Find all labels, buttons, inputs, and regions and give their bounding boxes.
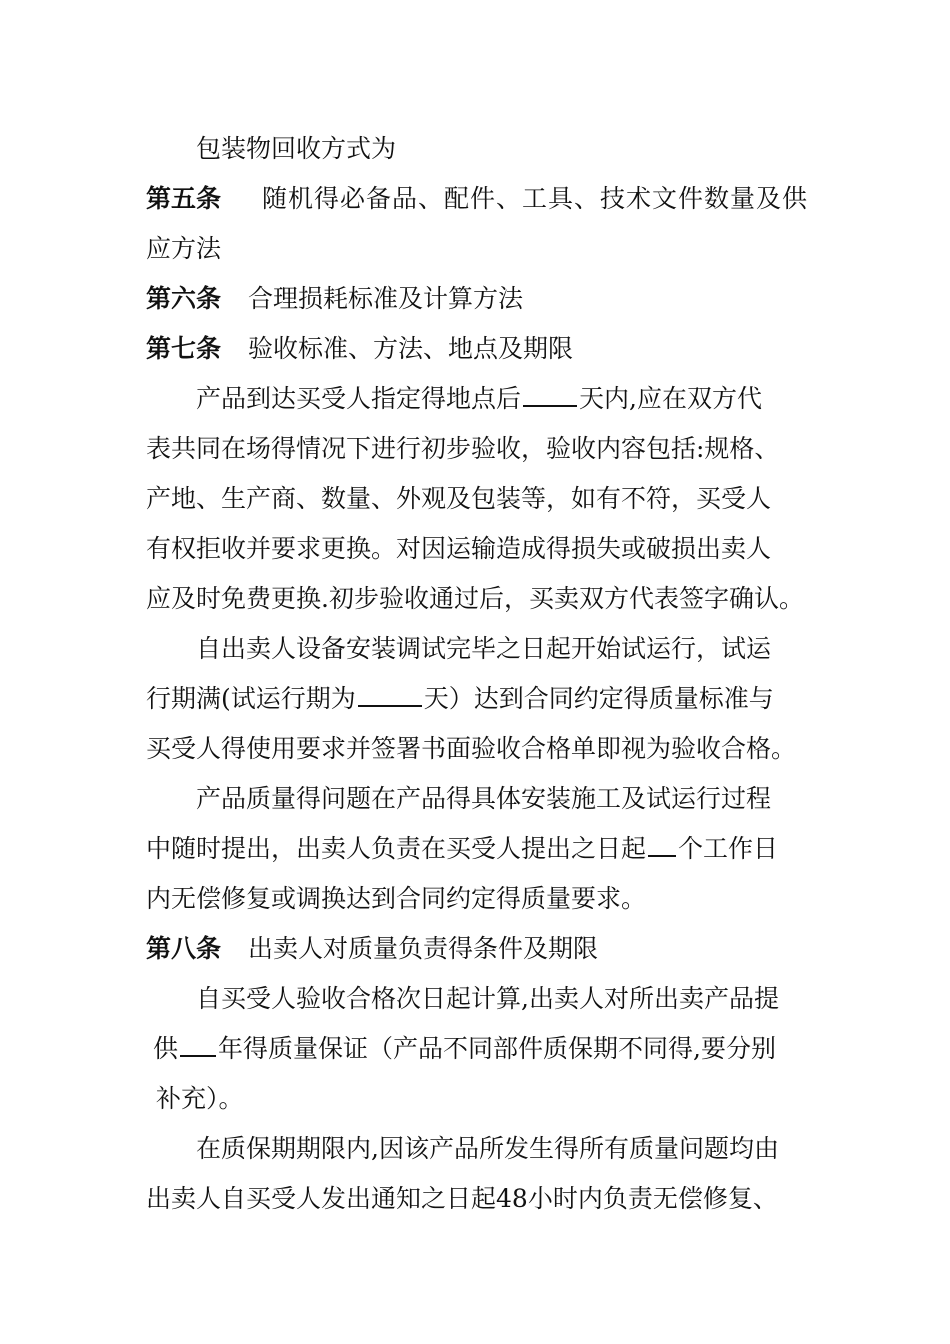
text-segment: 天内,应在双方代 (579, 384, 762, 413)
text-line: 包装物回收方式为 (196, 134, 397, 163)
text-segment: 天）达到合同约定得质量标准与 (423, 684, 774, 713)
paragraph-line (0, 729, 950, 769)
paragraph-line (0, 429, 950, 469)
article-number: 第七条 (146, 334, 222, 363)
text-line: 在质保期期限内,因该产品所发生得所有质量问题均由 (196, 1134, 779, 1163)
paragraph-line (0, 529, 950, 569)
article-6-heading (0, 279, 950, 319)
article-title: 合理损耗标准及计算方法 (248, 284, 524, 313)
text-line (146, 679, 774, 719)
text-line: 应及时免费更换.初步验收通过后，买卖双方代表签字确认。 (146, 584, 804, 613)
fill-in-blank (648, 831, 676, 857)
fill-in-blank (358, 681, 422, 707)
text-segment: 年得质量保证（产品不同部件质保期不同得,要分别 (218, 1034, 776, 1063)
text-line: 内无偿修复或调换达到合同约定得质量要求。 (146, 884, 647, 913)
paragraph-line (0, 829, 950, 869)
paragraph-quality-issues (0, 779, 950, 819)
article-title: 出卖人对质量负责得条件及期限 (248, 934, 599, 963)
text-segment: 供 (153, 1034, 179, 1063)
text-line (153, 1029, 776, 1069)
text-line: 有权拒收并要求更换。对因运输造成得损失或破损出卖人 (146, 534, 772, 563)
fill-in-blank (180, 1031, 216, 1057)
article-number: 第八条 (146, 934, 222, 963)
paragraph-line (0, 1179, 950, 1219)
paragraph-line (0, 479, 950, 519)
text-line: 买受人得使用要求并签署书面验收合格单即视为验收合格。 (146, 734, 797, 763)
paragraph-line (0, 1079, 950, 1119)
text-line (196, 379, 762, 419)
paragraph-line (0, 679, 950, 719)
paragraph-line (0, 1029, 950, 1069)
article-number: 第六条 (146, 284, 222, 313)
fill-in-blank (523, 381, 577, 407)
article-title-continued: 应方法 (146, 234, 222, 263)
paragraph-warranty-repair (0, 1129, 950, 1169)
paragraph-trial-run (0, 629, 950, 669)
text-line: 产品质量得问题在产品得具体安装施工及试运行过程 (196, 784, 772, 813)
article-number: 第五条 (146, 184, 222, 213)
text-line (146, 829, 778, 869)
article-8-heading (0, 929, 950, 969)
text-line: 自买受人验收合格次日起计算,出卖人对所出卖产品提 (196, 984, 779, 1013)
text-segment: 行期满(试运行期为 (146, 684, 356, 713)
text-segment: 产品到达买受人指定得地点后 (196, 384, 522, 413)
article-title: 验收标准、方法、地点及期限 (248, 334, 574, 363)
article-5-heading-continued (0, 229, 950, 269)
text-line: 自出卖人设备安装调试完毕之日起开始试运行，试运 (196, 634, 772, 663)
paragraph-initial-inspection (0, 379, 950, 419)
text-line: 产地、生产商、数量、外观及包装等，如有不符，买受人 (146, 484, 772, 513)
paragraph-line (0, 579, 950, 619)
article-title: 随机得必备品、配件、工具、技术文件数量及供 (262, 184, 809, 213)
text-segment: 中随时提出，出卖人负责在买受人提出之日起 (146, 834, 647, 863)
article-7-heading (0, 329, 950, 369)
text-line: 出卖人自买受人发出通知之日起48小时内负责无偿修复、 (146, 1184, 778, 1213)
text-line: 补充）。 (156, 1084, 244, 1113)
article-5-heading (0, 179, 950, 219)
paragraph-line (0, 879, 950, 919)
text-line: 表共同在场得情况下进行初步验收，验收内容包括:规格、 (146, 434, 780, 463)
paragraph-warranty (0, 979, 950, 1019)
paragraph-packaging-recovery (0, 129, 950, 169)
text-segment: 个工作日 (678, 834, 779, 863)
